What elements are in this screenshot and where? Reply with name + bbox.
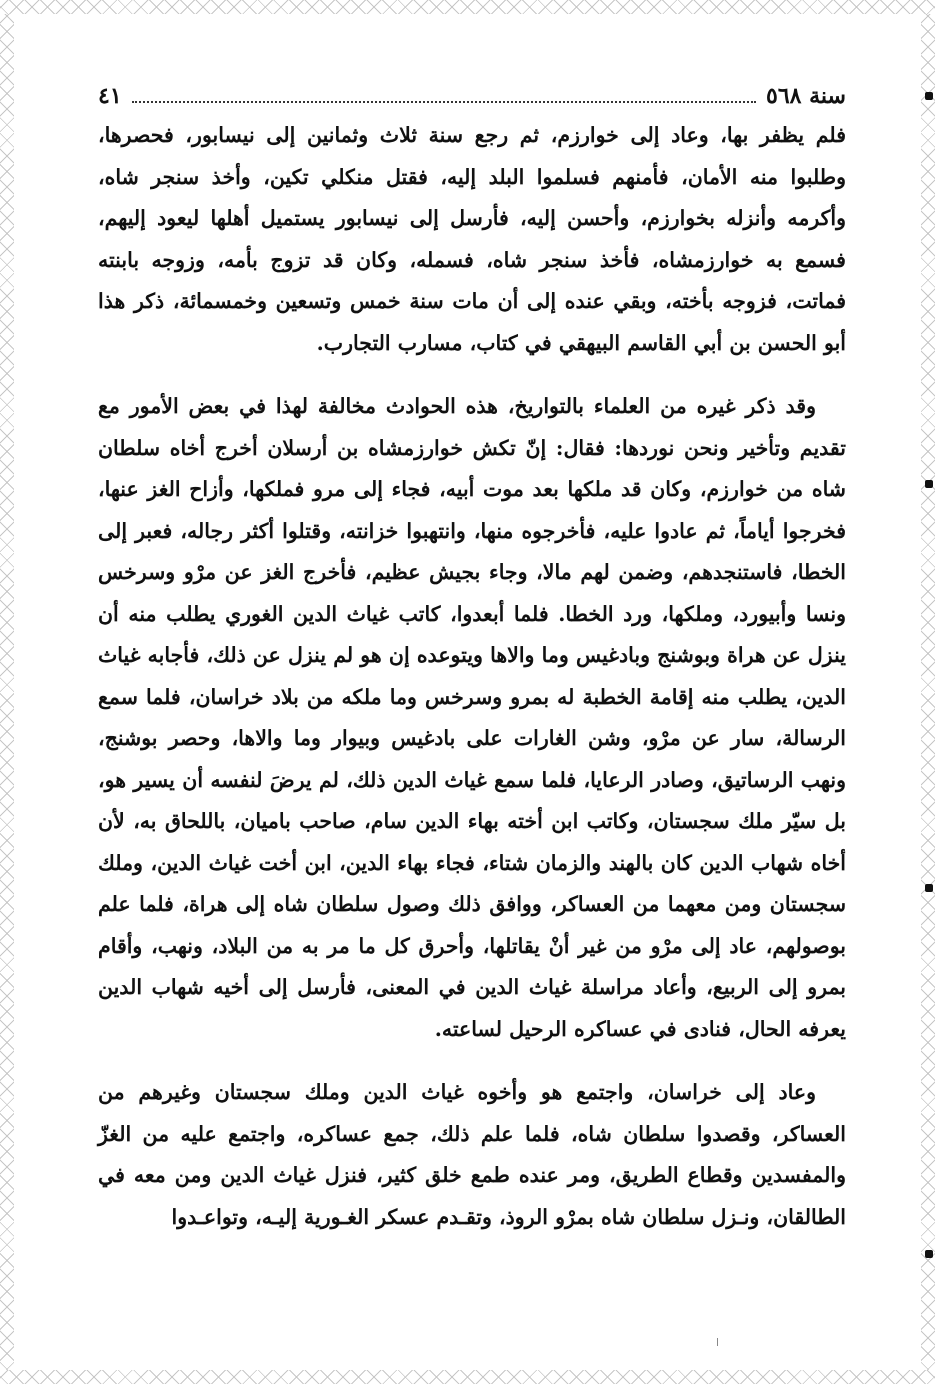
- header-year: سنة ٥٦٨: [766, 83, 846, 109]
- running-header: [98, 78, 846, 114]
- margin-mark: [925, 1250, 933, 1258]
- paragraph-3: وعاد إلى خراسان، واجتمع هو وأخوه غياث الدين وملك سجستان وغيرهم من العساكر، وقصدوا سلطان شاه، فلما علم ذلك، جمع عساكره، واجتمع عليه من الغزّ والمفسدين وقطاع الطريق، ومر عنده طمع خلق كثير، فنزل غياث الدين ومن معه في الطالقان، ونـزل سلطان شاه بمرْو الروذ، وتقـدم عسكر الغـورية إليـه، وتواعـدوا: [98, 1080, 846, 1229]
- page-border-left: [0, 14, 14, 1370]
- page-number: ٤١: [98, 83, 122, 109]
- margin-mark: [925, 480, 933, 488]
- page-border-right: [921, 14, 935, 1370]
- margin-mark: [925, 92, 933, 100]
- paragraph-2: وقد ذكر غيره من العلماء بالتواريخ، هذه الحوادث مخالفة لهذا في بعض الأمور مع تقديم وتأخير ونحن نوردها: فقال: إنّ تكش خوارزمشاه بن أرسلان أخرج أخاه سلطان شاه من خوارزم، وكان قد ملكها بعد موت أبيه، فجاء إلى مرو فملكها، وأزاح الغز عنها، فخرجوا أياماً، ثم عادوا عليه، فأخرجوه منها، وانتهبوا خزانته، وقتلوا أكثر رجاله، فعبر إلى الخطا، فاستنجدهم، وضمن لهم مالا، وجاء بجيش عظيم، فأخرج الغز عن مرْو وسرخس ونسا وأبيورد، وملكها، ورد الخطا. فلما أبعدوا، كاتب غياث الدين الغوري يطلب منه أن ينزل عن هراة وبوشنج وبادغيس وما والاها ويتوعده إن هو لم ينزل عن ذلك، فأجابه غياث الدين، يطلب منه إقامة الخطبة له بمرو وسرخس وما ملكه من بلاد خراسان، فلما سمع الرسالة، سار عن مرْو، وشن الغارات على بادغيس وبيوار وما والاها، وحصر بوشنج، ونهب الرساتيق، وصادر الرعايا، فلما سمع غياث الدين ذلك، لم يرضَ لنفسه أن يسير هو، بل سيّر ملك سجستان، وكاتب ابن أخته بهاء الدين سام، صاحب باميان، باللحاق به، لأن أخاه شهاب الدين كان بالهند والزمان شتاء، فجاء بهاء الدين، ابن أخت غياث الدين، وملك سجستان ومن معهما من العساكر، ووافق ذلك وصول سلطان شاه إلى هراة، فلما علم بوصولهم، عاد إلى مرْو من غير أنْ يقاتلها، وأحرق كل ما مر به من البلاد، ونهب، وأقام بمرو إلى الربيع، وأعاد مراسلة غياث الدين في المعنى، فأرسل إلى أخيه شهاب الدين يعرفه الحال، فنادى في عساكره الرحيل لساعته.: [98, 394, 846, 1041]
- margin-mark: [925, 884, 933, 892]
- page-border-bottom: [0, 1370, 935, 1384]
- page-border-top: [0, 0, 935, 14]
- header-dot-leader: [132, 101, 756, 103]
- paragraph-1: فلم يظفر بها، وعاد إلى خوارزم، ثم رجع سنة ثلاث وثمانين إلى نيسابور، فحصرها، وطلبوا منه الأمان، فأمنهم فسلموا البلد إليه، فقتل منكلي تكين، وأخذ سنجر شاه، وأكرمه وأنزله بخوارزم، وأحسن إليه، فأرسل إلى نيسابور يستميل أهلها ليعود إليهم، فسمع به خوارزمشاه، فأخذ سنجر شاه، فسمله، وكان قد تزوج بأمه، وزوجه بابنته فماتت، فزوجه بأخته، وبقي عنده إلى أن مات سنة خمس وتسعين وخمسمائة، ذكر هذا أبو الحسن بن أبي القاسم البيهقي في كتاب، مسارب التجارب.: [98, 123, 846, 355]
- page-body: [98, 115, 846, 1238]
- scan-tick-mark: [717, 1338, 718, 1346]
